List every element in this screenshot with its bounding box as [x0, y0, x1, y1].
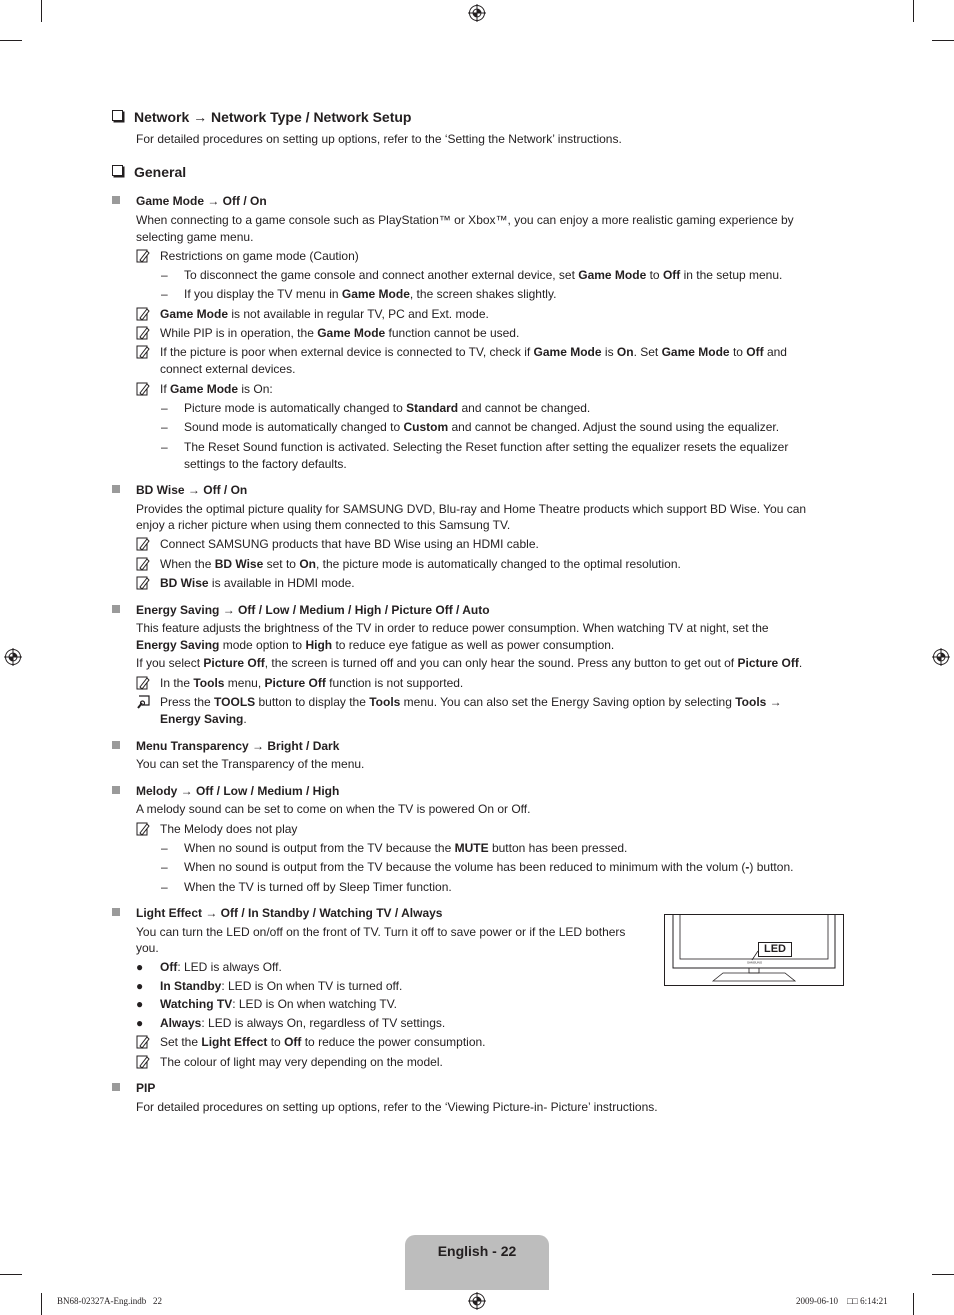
tv-front-illustration	[665, 915, 843, 985]
brand-text: SAMSUNG	[747, 960, 763, 965]
light-body: you.	[136, 941, 159, 955]
tv-led-illustration	[664, 914, 844, 986]
crop-mark	[932, 40, 954, 41]
item-heading-menu-transparency: Menu Transparency → Bright / Dark	[112, 738, 339, 755]
melody-body: A melody sound can be set to come on when the TV is powered On or Off.	[136, 802, 531, 816]
bd-wise-body: enjoy a richer picture when using them connected to this Samsung TV.	[136, 518, 511, 532]
square-bullet-icon	[112, 605, 120, 613]
crop-mark	[0, 40, 22, 41]
energy-body: Energy Saving mode option to High to reduce eye fatigue as well as power consumption.	[136, 638, 615, 652]
note-icon	[136, 1035, 150, 1049]
square-bullet-icon	[112, 485, 120, 493]
dash-continuation: settings to the factory defaults.	[184, 457, 347, 471]
game-mode-body: When connecting to a game console such as PlayStation™ or Xbox™, you can enjoy a more realistic gaming experience by	[136, 213, 794, 227]
bd-wise-body: Provides the optimal picture quality for SAMSUNG DVD, Blu-ray and Home Theatre products which support BD Wise. You can	[136, 502, 807, 516]
note-icon	[136, 676, 150, 690]
item-heading-melody: Melody → Off / Low / Medium / High	[112, 783, 339, 800]
energy-body: If you select Picture Off, the screen is turned off and you can only hear the sound. Press any button to get out of Picture Off.	[136, 656, 803, 670]
registration-mark-icon	[468, 4, 486, 22]
checkbox-bullet-icon	[112, 110, 123, 121]
crop-mark	[913, 1293, 914, 1315]
registration-mark-icon	[932, 648, 950, 666]
note-icon	[136, 557, 150, 571]
crop-mark	[0, 1274, 22, 1275]
square-bullet-icon	[112, 908, 120, 916]
registration-mark-icon	[468, 1292, 486, 1310]
tools-icon	[136, 695, 150, 709]
tools-tip-continuation: Energy Saving.	[160, 712, 247, 726]
item-heading-energy-saving: Energy Saving → Off / Low / Medium / High / Picture Off / Auto	[112, 602, 490, 619]
transparency-body: You can set the Transparency of the menu.	[136, 757, 365, 771]
item-heading-pip: PIP	[112, 1080, 155, 1097]
page-number: English - 22	[437, 1243, 517, 1259]
note-icon	[136, 537, 150, 551]
led-label: LED	[758, 942, 792, 957]
section-heading-general: General	[112, 164, 186, 180]
square-bullet-icon	[112, 1083, 120, 1091]
game-mode-body: selecting game menu.	[136, 230, 254, 244]
crop-mark	[913, 0, 914, 22]
energy-body: This feature adjusts the brightness of the TV in order to reduce power consumption. When watching TV at night, set the	[136, 621, 769, 635]
file-slug: BN68-02327A-Eng.indb 22	[57, 1296, 162, 1306]
note-icon	[136, 249, 150, 263]
note-icon	[136, 1055, 150, 1069]
note-icon	[136, 307, 150, 321]
pip-body: For detailed procedures on setting up options, refer to the ‘Viewing Picture-in- Picture’ instructions.	[136, 1100, 658, 1114]
item-heading-light-effect: Light Effect → Off / In Standby / Watching TV / Always	[112, 905, 442, 922]
note-icon	[136, 822, 150, 836]
square-bullet-icon	[112, 786, 120, 794]
section-heading-network: Network → Network Type / Network Setup	[112, 109, 411, 125]
item-heading-bd-wise: BD Wise → Off / On	[112, 482, 247, 499]
note-icon	[136, 345, 150, 359]
item-heading-game-mode: Game Mode → Off / On	[112, 193, 267, 210]
checkbox-bullet-icon	[112, 165, 123, 176]
note-icon	[136, 576, 150, 590]
square-bullet-icon	[112, 196, 120, 204]
note-continuation: connect external devices.	[160, 362, 296, 376]
crop-mark	[41, 0, 42, 22]
page-number-tab	[405, 1235, 549, 1290]
crop-mark	[932, 1274, 954, 1275]
date-slug: 2009-06-10 □□ 6:14:21	[796, 1296, 888, 1306]
registration-mark-icon	[4, 648, 22, 666]
square-bullet-icon	[112, 741, 120, 749]
crop-mark	[41, 1293, 42, 1315]
note-icon	[136, 326, 150, 340]
note-icon	[136, 382, 150, 396]
light-body: You can turn the LED on/off on the front of TV. Turn it off to save power or if the LED bothers	[136, 925, 626, 939]
network-description: For detailed procedures on setting up options, refer to the ‘Setting the Network’ instructions.	[136, 132, 622, 146]
